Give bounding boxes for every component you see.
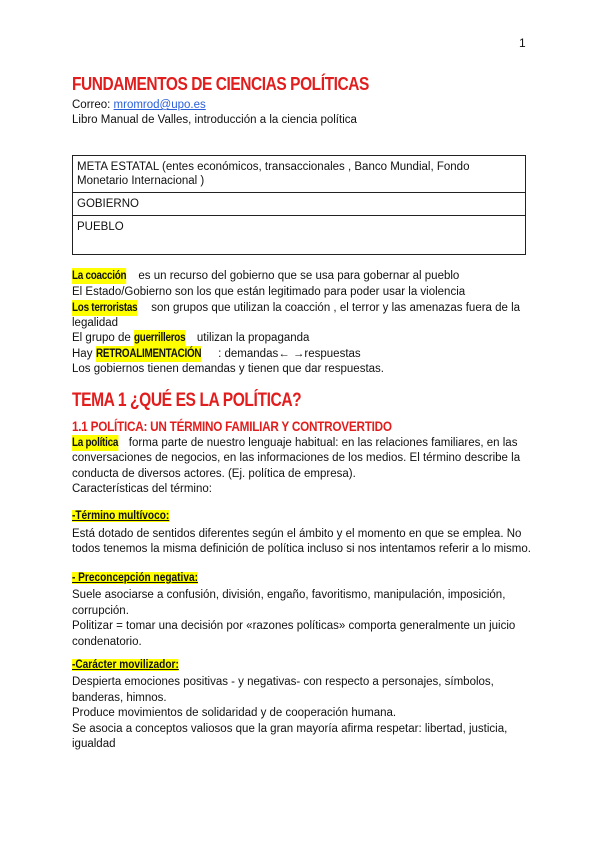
note-coaccion xyxy=(72,268,459,284)
page-number: 1 xyxy=(519,36,526,50)
section-text: banderas, himnos. xyxy=(72,692,167,704)
document-title: FUNDAMENTOS DE CIENCIAS POLÍTICAS xyxy=(72,74,369,94)
note-gobiernos: Los gobiernos tienen demandas y tienen que dar respuestas. xyxy=(72,363,384,375)
table-row-gobierno: GOBIERNO xyxy=(73,193,526,216)
term-la-politica: La política xyxy=(72,437,119,449)
table-row-pueblo: PUEBLO xyxy=(73,216,526,255)
note-terroristas xyxy=(72,300,520,316)
note-legalidad: legalidad xyxy=(72,317,119,329)
email-label: Correo: xyxy=(72,99,114,111)
section-text: todos tenemos la misma definición de política incluso si nos intentamos referir a lo mismo. xyxy=(72,543,531,555)
note-text: son grupos que utilizan la coacción , el terror y las amenazas fuera de la xyxy=(148,302,521,314)
note-text: : demandas← →respuestas xyxy=(218,348,361,360)
table-row-meta-estatal: META ESTATAL (entes económicos, transaccionales , Banco Mundial, Fondo Monetario Internacional ) xyxy=(73,156,526,193)
section-text: Está dotado de sentidos diferentes según el ámbito y el momento en que se emplea. No xyxy=(72,528,522,540)
section-heading-multivoco: -Término multívoco: xyxy=(72,510,170,522)
note-retroalimentacion xyxy=(72,346,361,362)
section-text: Produce movimientos de solidaridad y de cooperación humana. xyxy=(72,707,397,719)
intro-line-2: conversaciones de negocios, en las informaciones de los medios. El término describe la xyxy=(72,452,521,464)
term-guerrilleros: guerrilleros xyxy=(134,332,186,344)
book-reference: Libro Manual de Valles, introducción a la ciencia política xyxy=(72,114,357,126)
contact-line xyxy=(72,99,206,111)
intro-text: forma parte de nuestro lenguaje habitual: en las relaciones familiares, en las xyxy=(125,437,518,449)
note-estado: El Estado/Gobierno son los que están legitimado para poder usar la violencia xyxy=(72,286,466,298)
note-guerrilleros xyxy=(72,330,309,346)
term-retroalimentacion: RETROALIMENTACIÓN xyxy=(95,348,201,360)
section-text: condenatorio. xyxy=(72,636,142,648)
note-text: El grupo de xyxy=(72,332,135,344)
section-heading-movilizador: -Carácter movilizador: xyxy=(72,659,179,671)
tema-heading: TEMA 1 ¿QUÉ ES LA POLÍTICA? xyxy=(72,390,302,411)
subtema-heading: 1.1 POLÍTICA: UN TÉRMINO FAMILIAR Y CONTROVERTIDO xyxy=(72,418,392,434)
term-coaccion: La coacción xyxy=(72,270,127,282)
note-text: utilizan la propaganda xyxy=(193,332,310,344)
section-text: corrupción. xyxy=(72,605,129,617)
intro-line-4: Características del término: xyxy=(72,483,212,495)
power-structure-table xyxy=(72,155,526,255)
intro-line-3: conducta de diversos actores. (Ej. política de empresa). xyxy=(72,468,356,480)
term-terroristas: Los terroristas xyxy=(72,302,138,314)
email-link[interactable]: mromrod@upo.es xyxy=(113,99,206,111)
section-text: Se asocia a conceptos valiosos que la gran mayoría afirma respetar: libertad, justicia, xyxy=(72,723,508,735)
section-text: Politizar = tomar una decisión por «razones políticas» comporta generalmente un juicio xyxy=(72,620,516,632)
section-text: Suele asociarse a confusión, división, engaño, favoritismo, manipulación, imposición, xyxy=(72,589,506,601)
section-text: Despierta emociones positivas - y negativas- con respecto a personajes, símbolos, xyxy=(72,676,494,688)
section-text: igualdad xyxy=(72,738,116,750)
note-text: es un recurso del gobierno que se usa para gobernar al pueblo xyxy=(135,270,460,282)
intro-politica xyxy=(72,435,517,451)
note-text: Hay xyxy=(72,348,96,360)
section-heading-preconcepcion: - Preconcepción negativa: xyxy=(72,572,198,584)
